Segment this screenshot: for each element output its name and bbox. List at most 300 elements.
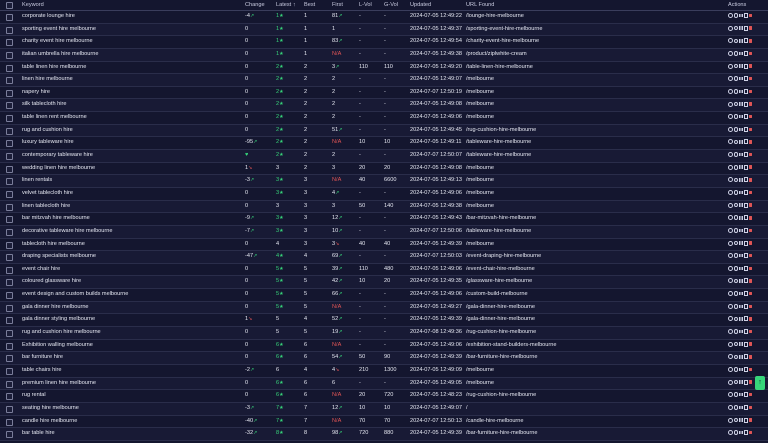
best-cell: 3: [304, 227, 308, 234]
refresh-icon[interactable]: [728, 392, 733, 397]
table-row[interactable]: [0, 302, 768, 315]
search-icon[interactable]: [734, 152, 739, 157]
trash-icon[interactable]: [749, 355, 752, 359]
trash-icon[interactable]: [749, 64, 752, 68]
trash-icon[interactable]: [749, 368, 752, 372]
refresh-icon[interactable]: [728, 228, 733, 233]
updated-cell: 2024-07-05 12:49:11: [410, 139, 462, 146]
lvol-cell: 40: [359, 240, 366, 247]
url-cell[interactable]: /melbourne: [466, 366, 494, 373]
col-url[interactable]: URL Found: [466, 2, 495, 8]
trash-icon[interactable]: [749, 77, 752, 81]
search-icon[interactable]: [734, 215, 739, 220]
change-cell: 0: [245, 101, 249, 108]
url-cell[interactable]: /melbourne: [466, 202, 494, 209]
updated-cell: 2024-07-05 12:49:45: [410, 126, 462, 133]
refresh-icon[interactable]: [728, 76, 733, 81]
url-cell[interactable]: /melbourne: [466, 240, 494, 247]
table-row[interactable]: [0, 264, 768, 277]
table-row[interactable]: [0, 352, 768, 365]
chart-icon[interactable]: [739, 292, 743, 296]
refresh-icon[interactable]: [728, 342, 733, 347]
table-row[interactable]: [0, 99, 768, 112]
copy-icon[interactable]: [744, 430, 749, 435]
copy-icon[interactable]: [744, 367, 749, 372]
trash-icon[interactable]: [749, 229, 752, 233]
trash-icon[interactable]: [749, 140, 752, 144]
search-icon[interactable]: [734, 392, 739, 397]
table-row[interactable]: [0, 74, 768, 87]
trash-icon[interactable]: [749, 317, 752, 321]
chart-icon[interactable]: [739, 317, 743, 321]
lvol-cell: -: [359, 38, 361, 45]
table-row[interactable]: [0, 213, 768, 226]
col-first[interactable]: First: [332, 2, 343, 8]
latest-cell: 2★: [276, 139, 284, 146]
url-cell[interactable]: /melbourne: [466, 164, 494, 171]
table-row[interactable]: [0, 390, 768, 403]
refresh-icon[interactable]: [728, 190, 733, 195]
trash-icon[interactable]: [749, 267, 752, 271]
copy-icon[interactable]: [744, 215, 749, 220]
copy-icon[interactable]: [744, 418, 749, 423]
url-cell[interactable]: /melbourne: [466, 88, 494, 95]
chart-icon[interactable]: [739, 39, 743, 43]
url-cell[interactable]: /bar-mitzvah-hire-melbourne: [466, 215, 537, 222]
actions-cell: [728, 201, 768, 212]
change-cell: 0: [245, 38, 249, 45]
search-icon[interactable]: [734, 317, 739, 322]
refresh-icon[interactable]: [728, 241, 733, 246]
chart-icon[interactable]: [739, 26, 743, 30]
search-icon[interactable]: [734, 51, 739, 56]
keyword-cell: event design and custom builds melbourne: [22, 291, 129, 298]
trash-icon[interactable]: [749, 128, 752, 132]
table-row[interactable]: [0, 416, 768, 429]
chart-icon[interactable]: [739, 406, 743, 410]
chart-icon[interactable]: [739, 279, 743, 283]
table-row[interactable]: [0, 112, 768, 125]
search-icon[interactable]: [734, 228, 739, 233]
url-cell[interactable]: /tableware-hire-melbourne: [466, 152, 532, 159]
trend-up-icon: ↗: [338, 354, 343, 361]
chart-icon[interactable]: [739, 14, 743, 18]
table-row[interactable]: [0, 11, 768, 24]
url-cell[interactable]: /glassware-hire-melbourne: [466, 278, 533, 285]
url-cell[interactable]: /rug-cushion-hire-melbourne: [466, 329, 537, 336]
search-icon[interactable]: [734, 190, 739, 195]
table-row[interactable]: [0, 276, 768, 289]
url-cell[interactable]: /charity-event-hire-melbourne: [466, 38, 540, 45]
search-icon[interactable]: [734, 380, 739, 385]
copy-icon[interactable]: [744, 127, 749, 132]
best-cell: 4: [304, 366, 308, 373]
search-icon[interactable]: [734, 279, 739, 284]
url-cell[interactable]: /rug-cushion-hire-melbourne: [466, 126, 537, 133]
best-cell: 3: [304, 189, 308, 196]
best-cell: 1: [304, 13, 308, 19]
chart-icon[interactable]: [739, 165, 743, 169]
search-icon[interactable]: [734, 329, 739, 334]
copy-icon[interactable]: [744, 316, 749, 321]
trend-up-icon: ↗: [249, 215, 255, 222]
best-cell: 4: [304, 253, 308, 260]
lvol-cell: -: [359, 25, 361, 32]
keyword-cell: table linen rent melbourne: [22, 114, 87, 121]
col-gvol[interactable]: G-Vol: [384, 2, 398, 8]
actions-cell: [728, 188, 768, 199]
url-cell[interactable]: /melbourne: [466, 101, 494, 108]
search-icon[interactable]: [734, 203, 739, 208]
table-row[interactable]: [0, 239, 768, 252]
url-cell[interactable]: /custom-build-melbourne: [466, 291, 528, 298]
chart-icon[interactable]: [739, 102, 743, 106]
keyword-cell: event chair hire: [22, 265, 61, 272]
latest-cell: 6★: [276, 379, 284, 386]
search-icon[interactable]: [734, 355, 739, 360]
chart-icon[interactable]: [739, 64, 743, 68]
first-cell: 66↗: [332, 291, 343, 298]
url-cell[interactable]: /gala-dinner-hire-melbourne: [466, 303, 536, 310]
copy-icon[interactable]: [744, 304, 749, 309]
lvol-cell: -: [359, 316, 361, 323]
actions-cell: [728, 49, 768, 60]
url-cell[interactable]: /bar-furniture-hire-melbourne: [466, 430, 538, 437]
gvol-cell: -: [384, 227, 386, 234]
refresh-icon[interactable]: [728, 430, 733, 435]
url-cell[interactable]: /: [466, 404, 468, 411]
search-icon[interactable]: [734, 76, 739, 81]
table-row[interactable]: [0, 378, 768, 391]
refresh-icon[interactable]: [728, 114, 733, 119]
table-row[interactable]: [0, 201, 768, 214]
url-cell[interactable]: /melbourne: [466, 76, 494, 83]
search-icon[interactable]: [734, 291, 739, 296]
search-icon[interactable]: [734, 26, 739, 31]
search-icon[interactable]: [734, 342, 739, 347]
col-latest[interactable]: Latest ↑: [276, 2, 296, 8]
refresh-icon[interactable]: [728, 367, 733, 372]
refresh-icon[interactable]: [728, 203, 733, 208]
chart-icon[interactable]: [739, 254, 743, 258]
refresh-icon[interactable]: [728, 64, 733, 69]
chart-icon[interactable]: [739, 241, 743, 245]
copy-icon[interactable]: [744, 392, 749, 397]
change-cell: 0: [245, 189, 249, 196]
row-checkbox[interactable]: [6, 428, 14, 443]
refresh-icon[interactable]: [728, 380, 733, 385]
trash-icon[interactable]: [749, 279, 752, 283]
refresh-icon[interactable]: [728, 316, 733, 321]
refresh-icon[interactable]: [728, 329, 733, 334]
change-cell: 0: [245, 88, 249, 95]
refresh-icon[interactable]: [728, 127, 733, 132]
copy-icon[interactable]: [744, 291, 749, 296]
trash-icon[interactable]: [749, 216, 752, 220]
url-cell[interactable]: /candle-hire-melbourne: [466, 417, 524, 424]
chart-icon[interactable]: [739, 368, 743, 372]
table-row[interactable]: [0, 163, 768, 176]
chart-icon[interactable]: [739, 229, 743, 233]
trash-icon[interactable]: [749, 39, 752, 43]
trash-icon[interactable]: [749, 115, 752, 119]
refresh-icon[interactable]: [728, 139, 733, 144]
first-cell: 3↘: [332, 240, 340, 247]
search-icon[interactable]: [734, 418, 739, 423]
table-row[interactable]: [0, 314, 768, 327]
copy-icon[interactable]: [744, 177, 749, 182]
trash-icon[interactable]: [749, 406, 752, 410]
trash-icon[interactable]: [749, 292, 752, 296]
refresh-icon[interactable]: [728, 89, 733, 94]
copy-icon[interactable]: [744, 13, 749, 18]
table-row[interactable]: [0, 428, 768, 441]
copy-icon[interactable]: [744, 253, 749, 258]
url-cell[interactable]: /exhibition-stand-builders-melbourne: [466, 341, 557, 348]
trash-icon[interactable]: [749, 254, 752, 258]
trend-up-icon: ↗: [338, 430, 343, 437]
search-icon[interactable]: [734, 127, 739, 132]
chart-icon[interactable]: [739, 115, 743, 119]
search-icon[interactable]: [734, 178, 739, 183]
chart-icon[interactable]: [739, 178, 743, 182]
trash-icon[interactable]: [749, 165, 752, 169]
search-icon[interactable]: [734, 89, 739, 94]
table-row[interactable]: [0, 125, 768, 138]
search-icon[interactable]: [734, 140, 739, 145]
copy-icon[interactable]: [744, 354, 749, 359]
gvol-cell: -: [384, 303, 386, 310]
gvol-cell: -: [384, 38, 386, 45]
refresh-icon[interactable]: [728, 215, 733, 220]
trash-icon[interactable]: [749, 52, 752, 56]
trash-icon[interactable]: [749, 14, 752, 18]
url-cell[interactable]: /table-linen-hire-melbourne: [466, 63, 533, 70]
trash-icon[interactable]: [749, 418, 752, 422]
search-icon[interactable]: [734, 64, 739, 69]
chart-icon[interactable]: [739, 90, 743, 94]
refresh-icon[interactable]: [728, 177, 733, 182]
table-row[interactable]: [0, 150, 768, 163]
trash-icon[interactable]: [749, 330, 752, 334]
updated-cell: 2024-07-05 12:49:06: [410, 291, 462, 298]
search-icon[interactable]: [734, 102, 739, 107]
url-cell[interactable]: /sporting-event-hire-melbourne: [466, 25, 543, 32]
table-row[interactable]: [0, 289, 768, 302]
url-cell[interactable]: /melbourne: [466, 379, 494, 386]
copy-icon[interactable]: [744, 51, 749, 56]
url-cell[interactable]: /melbourne: [466, 114, 494, 121]
url-cell[interactable]: /tableware-hire-melbourne: [466, 227, 532, 234]
lvol-cell: -: [359, 13, 361, 19]
refresh-icon[interactable]: [728, 278, 733, 283]
search-icon[interactable]: [734, 241, 739, 246]
url-cell[interactable]: /bar-furniture-hire-melbourne: [466, 354, 538, 361]
table-row[interactable]: [0, 137, 768, 150]
refresh-icon[interactable]: [728, 102, 733, 107]
search-icon[interactable]: [734, 367, 739, 372]
copy-icon[interactable]: [744, 190, 749, 195]
table-row[interactable]: [0, 36, 768, 49]
url-cell[interactable]: /event-chair-hire-melbourne: [466, 265, 535, 272]
chart-icon[interactable]: [739, 330, 743, 334]
chart-icon[interactable]: [739, 203, 743, 207]
trash-icon[interactable]: [749, 241, 752, 245]
chart-icon[interactable]: [739, 216, 743, 220]
table-row[interactable]: [0, 365, 768, 378]
chart-icon[interactable]: [739, 128, 743, 132]
col-keyword[interactable]: Keyword: [22, 2, 44, 8]
chart-icon[interactable]: [739, 418, 743, 422]
table-row[interactable]: [0, 175, 768, 188]
latest-cell: 5: [276, 316, 280, 323]
url-cell[interactable]: /lounge-hire-melbourne: [466, 13, 524, 19]
copy-icon[interactable]: [744, 152, 749, 157]
lvol-cell: -: [359, 189, 361, 196]
chart-icon[interactable]: [739, 191, 743, 195]
search-icon[interactable]: [734, 253, 739, 258]
search-icon[interactable]: [734, 165, 739, 170]
copy-icon[interactable]: [744, 329, 749, 334]
first-cell: 2: [332, 114, 336, 121]
chart-icon[interactable]: [739, 355, 743, 359]
copy-icon[interactable]: [744, 266, 749, 271]
change-cell: 0: [245, 114, 249, 121]
table-row[interactable]: [0, 87, 768, 100]
chart-icon[interactable]: [739, 267, 743, 271]
refresh-icon[interactable]: [728, 253, 733, 258]
refresh-icon[interactable]: [728, 165, 733, 170]
trash-icon[interactable]: [749, 26, 752, 30]
refresh-icon[interactable]: [728, 51, 733, 56]
table-row[interactable]: [0, 403, 768, 416]
table-row[interactable]: [0, 251, 768, 264]
copy-icon[interactable]: [744, 64, 749, 69]
updated-cell: 2024-07-07 12:50:13: [410, 417, 462, 424]
trash-icon[interactable]: [749, 342, 752, 346]
search-icon[interactable]: [734, 39, 739, 44]
table-row[interactable]: [0, 62, 768, 75]
trash-icon[interactable]: [749, 102, 752, 106]
refresh-icon[interactable]: [728, 405, 733, 410]
col-change[interactable]: Change: [245, 2, 265, 8]
url-cell[interactable]: /tableware-hire-melbourne: [466, 139, 532, 146]
search-icon[interactable]: [734, 405, 739, 410]
chart-icon[interactable]: [739, 431, 743, 435]
trash-icon[interactable]: [749, 90, 752, 94]
copy-icon[interactable]: [744, 228, 749, 233]
trash-icon[interactable]: [749, 305, 752, 309]
chart-icon[interactable]: [739, 140, 743, 144]
chart-icon[interactable]: [739, 342, 743, 346]
url-cell[interactable]: /melbourne: [466, 177, 494, 184]
table-row[interactable]: [0, 49, 768, 62]
search-icon[interactable]: [734, 266, 739, 271]
table-row[interactable]: [0, 340, 768, 353]
url-cell[interactable]: /gala-dinner-hire-melbourne: [466, 316, 536, 323]
chart-icon[interactable]: [739, 393, 743, 397]
trash-icon[interactable]: [749, 393, 752, 397]
copy-icon[interactable]: [744, 89, 749, 94]
trash-icon[interactable]: [749, 380, 752, 384]
up-arrow-icon[interactable]: ↑: [755, 376, 765, 390]
url-cell[interactable]: /event-draping-hire-melbourne: [466, 253, 542, 260]
trash-icon[interactable]: [749, 203, 752, 207]
copy-icon[interactable]: [744, 165, 749, 170]
search-icon[interactable]: [734, 304, 739, 309]
copy-icon[interactable]: [744, 26, 749, 31]
copy-icon[interactable]: [744, 405, 749, 410]
search-icon[interactable]: [734, 430, 739, 435]
refresh-icon[interactable]: [728, 266, 733, 271]
url-cell[interactable]: /melbourne: [466, 189, 494, 196]
refresh-icon[interactable]: [728, 291, 733, 296]
copy-icon[interactable]: [744, 38, 749, 43]
change-cell: -4↗: [245, 13, 255, 19]
refresh-icon[interactable]: [728, 13, 733, 18]
chart-icon[interactable]: [739, 153, 743, 157]
best-cell: 2: [304, 88, 308, 95]
trash-icon[interactable]: [749, 191, 752, 195]
trash-icon[interactable]: [749, 153, 752, 157]
col-best[interactable]: Best: [304, 2, 316, 8]
col-lvol[interactable]: L-Vol: [359, 2, 372, 8]
copy-icon[interactable]: [744, 76, 749, 81]
copy-icon[interactable]: [744, 114, 749, 119]
best-cell: 3: [304, 202, 308, 209]
lvol-cell: 50: [359, 202, 366, 209]
search-icon[interactable]: [734, 114, 739, 119]
search-icon[interactable]: [734, 13, 739, 18]
col-updated[interactable]: Updated: [410, 2, 432, 8]
refresh-icon[interactable]: [728, 304, 733, 309]
refresh-icon[interactable]: [728, 26, 733, 31]
chart-icon[interactable]: [739, 380, 743, 384]
chart-icon[interactable]: [739, 305, 743, 309]
latest-cell: 6★: [276, 354, 284, 361]
copy-icon[interactable]: [744, 203, 749, 208]
url-cell[interactable]: /product/ziplwhite-cream: [466, 50, 527, 57]
copy-icon[interactable]: [744, 139, 749, 144]
gvol-cell: -: [384, 50, 386, 57]
chart-icon[interactable]: [739, 52, 743, 56]
gvol-cell: 70: [384, 417, 391, 424]
copy-icon[interactable]: [744, 102, 749, 107]
table-row[interactable]: [0, 188, 768, 201]
lvol-cell: -: [359, 329, 361, 336]
refresh-icon[interactable]: [728, 418, 733, 423]
refresh-icon[interactable]: [728, 354, 733, 359]
copy-icon[interactable]: [744, 342, 749, 347]
actions-cell: [728, 62, 768, 73]
table-row[interactable]: [0, 327, 768, 340]
url-cell[interactable]: /rug-cushion-hire-melbourne: [466, 392, 537, 399]
chart-icon[interactable]: [739, 77, 743, 81]
copy-icon[interactable]: [744, 380, 749, 385]
actions-cell: [728, 327, 768, 338]
refresh-icon[interactable]: [728, 152, 733, 157]
star-icon: ★: [279, 417, 284, 424]
table-row[interactable]: [0, 226, 768, 239]
trash-icon[interactable]: [749, 178, 752, 182]
trend-down-icon: ↘: [335, 240, 340, 247]
copy-icon[interactable]: [744, 241, 749, 246]
refresh-icon[interactable]: [728, 38, 733, 43]
table-row[interactable]: [0, 24, 768, 37]
first-cell: 19↗: [332, 329, 343, 336]
trash-icon[interactable]: [749, 431, 752, 435]
copy-icon[interactable]: [744, 278, 749, 283]
